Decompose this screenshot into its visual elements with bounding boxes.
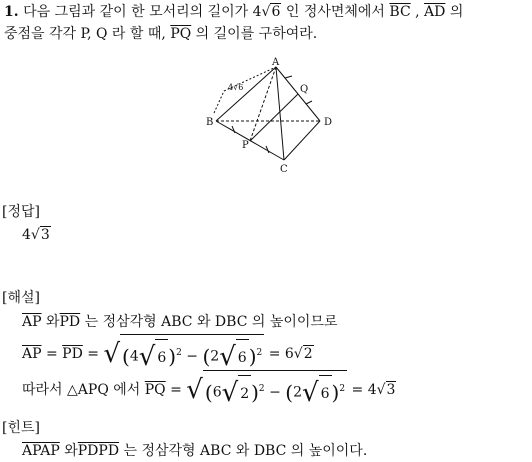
hint-line: [22, 442, 367, 460]
label-d: D: [324, 117, 333, 128]
label-c: C: [280, 164, 288, 175]
segment-bc: $\overline{BC}$: [389, 4, 411, 20]
solution-line-2: [22, 334, 314, 372]
solution-text-3: 따라서 △APQ 에서: [22, 382, 145, 399]
result-2-coef: = 4: [347, 382, 377, 399]
label-p: P: [242, 140, 249, 151]
answer-heading: [정답]: [2, 204, 40, 220]
big-sqrt-2: √ (6√ 2 )$^2$ − (2√ 6 )$^2$: [186, 370, 347, 410]
seg-ap-2: $\overline{AP}$: [22, 346, 42, 363]
hint-seg-1: APAP: [22, 443, 60, 459]
segment-ad: $\overline{AD}$: [424, 4, 446, 20]
tick-bp: [232, 126, 235, 133]
edge-length-label: 4√6: [228, 83, 244, 92]
seg-ap: $\overline{AP}$: [22, 314, 42, 330]
problem-text-1b: 인 정사면체에서: [281, 4, 390, 20]
problem-text-1c: 의: [445, 4, 464, 20]
hint-heading: [힌트]: [2, 420, 40, 436]
problem-number: 1.: [4, 4, 19, 20]
seg-pd-2: $\overline{PD}$: [62, 346, 83, 363]
big-sqrt-1: √ (4√ 6 )$^2$ − (2√ 6 )$^2$: [103, 334, 264, 374]
edge-ac: [276, 67, 284, 160]
comma: ,: [410, 4, 425, 20]
problem-line-1: [4, 3, 463, 21]
tetrahedron-figure: [200, 55, 340, 175]
edge-length-guide-2: [214, 91, 224, 113]
label-q: Q: [300, 84, 309, 95]
solution-line-3: [22, 370, 396, 408]
result-2-sqrt: √3: [376, 382, 396, 399]
eq2: =: [82, 346, 104, 363]
seg-pd: $\overline{PD}$: [59, 314, 81, 330]
edge-ab: [216, 67, 276, 121]
hint-text: 는 정삼각형 ABC 와 DBC 의 높이이다.: [119, 443, 368, 459]
eq3: =: [165, 382, 187, 399]
answer-coef: 4: [22, 227, 31, 243]
result-1-sqrt: √2: [293, 346, 313, 363]
segment-pq: $\overline{PQ}$: [170, 26, 192, 42]
sqrt-6: √6: [261, 4, 281, 20]
eq1: =: [41, 346, 63, 363]
solution-text-1: 는 정삼각형 ABC 와 DBC 의 높이이므로: [80, 314, 338, 330]
segment-pq-line: [250, 94, 298, 141]
seg-pq-3: $\overline{PQ}$: [144, 382, 166, 399]
label-a: A: [272, 57, 280, 68]
problem-text-2a: 중점을 각각 P, Q 라 할 때,: [4, 26, 171, 42]
answer-sqrt: √3: [30, 227, 50, 243]
edge-cd: [284, 121, 320, 160]
answer-value: [22, 226, 51, 244]
problem-line-2: [4, 25, 317, 43]
solution-line-1: [22, 313, 337, 331]
problem-text-2b: 의 길이를 구하여라.: [191, 26, 318, 42]
tick-aq: [285, 76, 292, 78]
solution-heading: [해설]: [2, 290, 40, 306]
wa: 와: [41, 314, 60, 330]
result-1-coef: = 6: [264, 346, 294, 363]
label-b: B: [206, 117, 214, 128]
hint-seg-2: PDPD: [77, 443, 120, 459]
problem-text-1a: 다음 그림과 같이 한 모서리의 길이가 4: [23, 4, 262, 20]
hint-wa: 와: [59, 443, 78, 459]
tick-qd: [306, 101, 312, 104]
